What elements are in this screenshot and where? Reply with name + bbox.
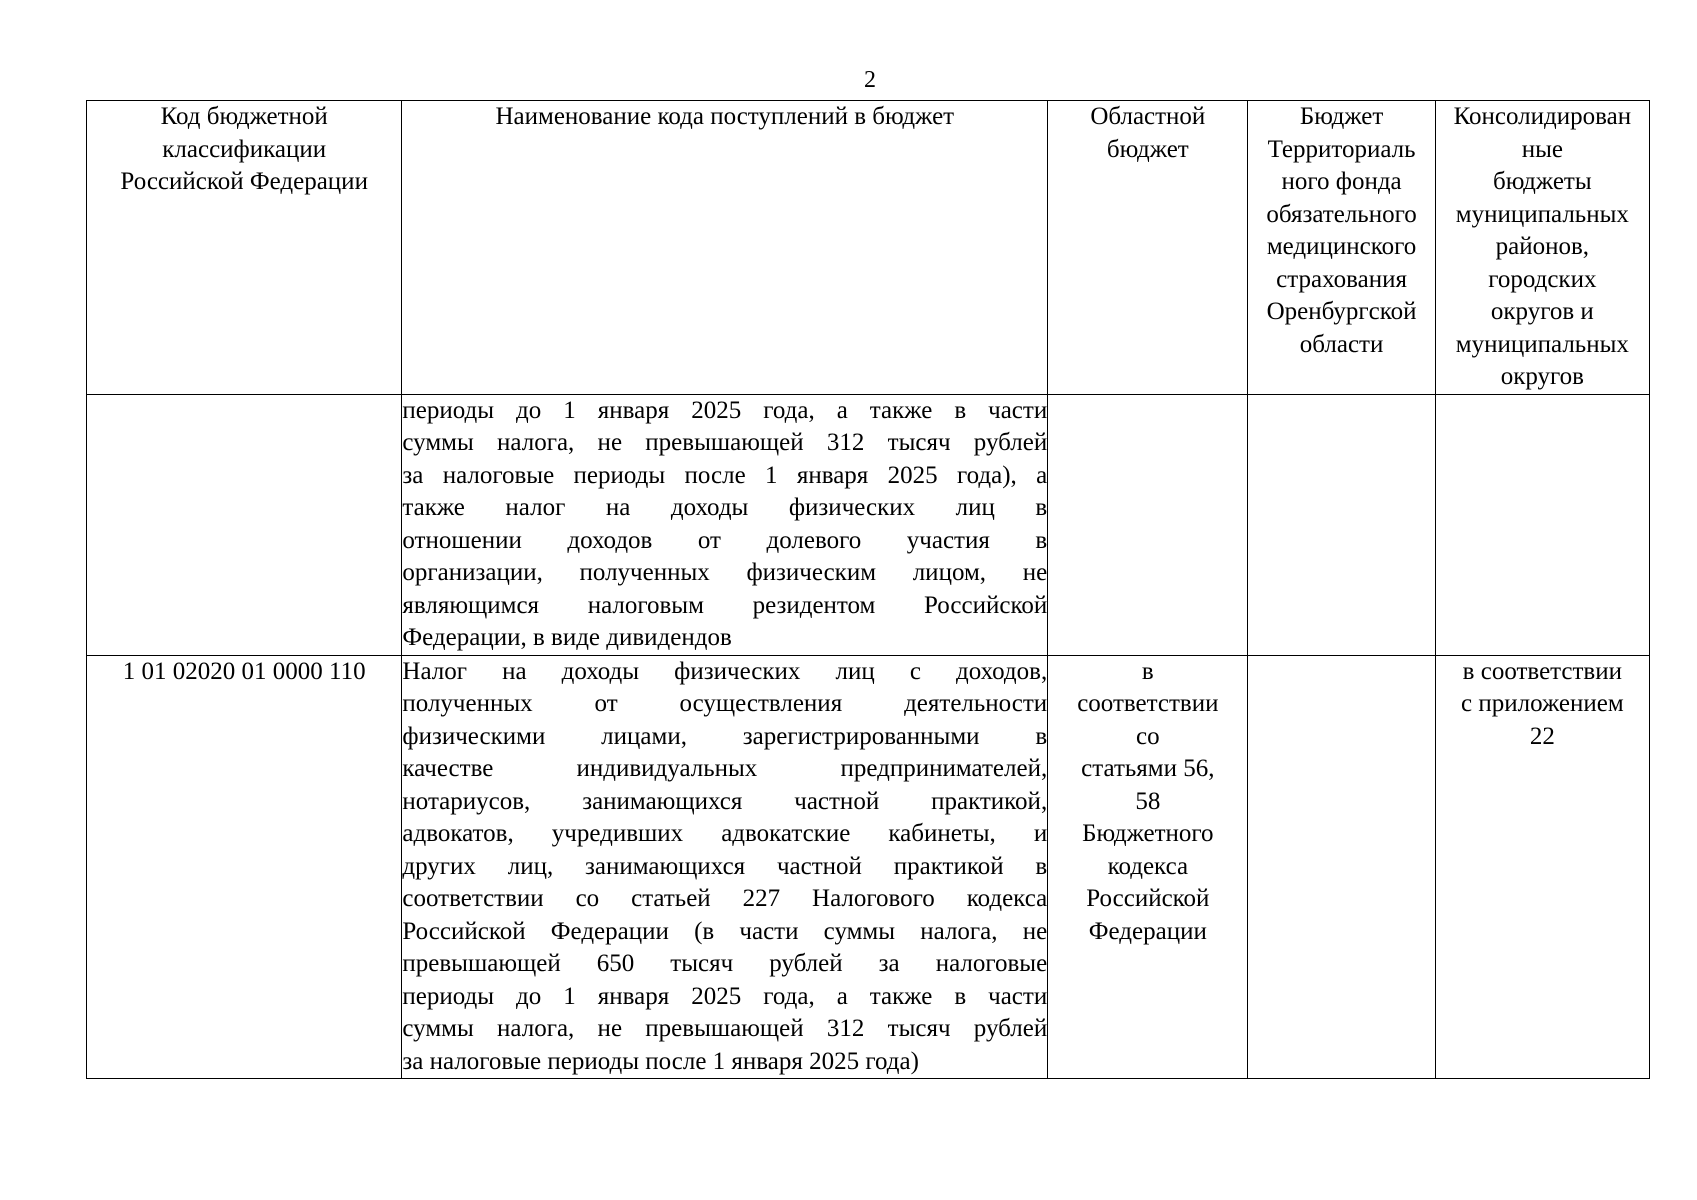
cell-code — [87, 394, 402, 655]
cell-text-line: Наименование кода поступлений в бюджет — [495, 103, 955, 130]
cell-text-line: Российской — [1086, 885, 1210, 912]
cell-text-line: ные — [1521, 135, 1563, 163]
name-text-line: соответствии со статьей 227 Налогового кодекса — [402, 885, 1048, 912]
name-text-line: полученных от осуществления деятельности — [402, 690, 1048, 717]
cell-text-line: районов, — [1495, 233, 1590, 260]
name-text-line: суммы налога, не превышающей 312 тысяч рублей — [402, 429, 1048, 456]
cell-tfoms — [1248, 655, 1435, 1079]
cell-text-line: соответствии — [1077, 690, 1219, 717]
name-text-line: адвокатов, учредивших адвокатские кабинеты, и — [402, 820, 1048, 847]
name-text-line: других лиц, занимающихся частной практикой в — [402, 852, 1048, 880]
cell-name — [402, 655, 1048, 1079]
cell-text-line: городских — [1488, 265, 1597, 293]
cell-tfoms — [1248, 394, 1435, 655]
header-consolidated-budgets — [1435, 101, 1649, 395]
cell-consolidated — [1435, 655, 1649, 1079]
cell-text-line: муниципальных — [1455, 330, 1629, 358]
budget-revenue-table — [86, 100, 1650, 1079]
header-tfoms-budget — [1248, 101, 1435, 395]
name-text-line: качестве индивидуальных предпринимателей, — [402, 755, 1048, 782]
name-text-line: за налоговые периоды после 1 января 2025 года) — [402, 1047, 919, 1075]
cell-text-line: статьями 56, — [1081, 755, 1215, 782]
name-text-line: периоды до 1 января 2025 года, а также в части — [402, 982, 1048, 1010]
cell-regional — [1048, 655, 1248, 1079]
name-text-line: суммы налога, не превышающей 312 тысяч рублей — [402, 1015, 1048, 1042]
table-row — [87, 655, 1650, 1079]
cell-name — [402, 394, 1048, 655]
cell-text-line: медицинского — [1266, 233, 1417, 260]
cell-text-line: обязательного — [1266, 200, 1417, 228]
cell-regional — [1048, 394, 1248, 655]
name-text-line: нотариусов, занимающихся частной практикой, — [402, 787, 1048, 815]
header-regional-budget — [1048, 101, 1248, 395]
cell-text-line: Федерации — [1088, 917, 1207, 945]
cell-text-line: кодекса — [1107, 852, 1189, 880]
name-text-line: Российской Федерации (в части суммы налога, не — [402, 917, 1048, 945]
cell-consolidated — [1435, 394, 1649, 655]
name-text-line: также налог на доходы физических лиц в — [402, 494, 1048, 521]
cell-text-line: в соответствии — [1462, 657, 1622, 685]
page-number: 2 — [864, 67, 876, 93]
cell-text-line: 58 — [1135, 787, 1161, 815]
cell-text-line: 22 — [1529, 722, 1555, 750]
cell-text-line: Оренбургской — [1266, 298, 1417, 325]
name-text-line: организации, полученных физическим лицом, не — [402, 559, 1048, 586]
name-text-line: Налог на доходы физических лиц с доходов, — [402, 657, 1048, 685]
cell-text-line: муниципальных — [1455, 200, 1629, 228]
table-header-row — [87, 101, 1650, 395]
cell-text-line: со — [1136, 722, 1160, 750]
cell-text-line: в — [1141, 657, 1154, 685]
cell-text-line: округов — [1500, 363, 1584, 390]
cell-text-line: Консолидирован — [1453, 103, 1632, 130]
table-row — [87, 394, 1650, 655]
cell-text-line: Областной — [1090, 103, 1206, 130]
name-text-line: отношении доходов от долевого участия в — [402, 526, 1048, 554]
cell-text-line: округов и — [1490, 298, 1594, 325]
name-text-line: превышающей 650 тысяч рублей за налоговые — [402, 950, 1048, 977]
cell-text-line: области — [1299, 330, 1384, 358]
cell-text-line: с приложением — [1461, 690, 1624, 717]
cell-text-line: Территориаль — [1267, 135, 1416, 163]
cell-text-line: страхования — [1276, 265, 1407, 293]
header-code — [87, 101, 402, 395]
cell-code: 1 01 02020 01 0000 110 — [87, 655, 402, 1079]
name-text-line: периоды до 1 января 2025 года, а также в части — [402, 396, 1048, 424]
cell-text-line: Российской Федерации — [120, 168, 368, 195]
cell-text-line: бюджеты — [1493, 168, 1592, 195]
name-text-line: являющимся налоговым резидентом Российской — [402, 591, 1048, 619]
cell-text-line: бюджет — [1106, 135, 1189, 163]
name-text-line: Федерации, в виде дивидендов — [402, 624, 732, 651]
cell-text-line: Код бюджетной — [160, 103, 328, 130]
name-text-line: за налоговые периоды после 1 января 2025 года), а — [402, 461, 1048, 489]
cell-text-line: ного фонда — [1281, 168, 1402, 195]
cell-text-line: Бюджетного — [1082, 820, 1214, 847]
cell-text-line: Бюджет — [1299, 103, 1384, 130]
header-name — [402, 101, 1048, 395]
cell-text-line: классификации — [162, 135, 327, 163]
name-text-line: физическими лицами, зарегистрированными в — [402, 722, 1048, 750]
